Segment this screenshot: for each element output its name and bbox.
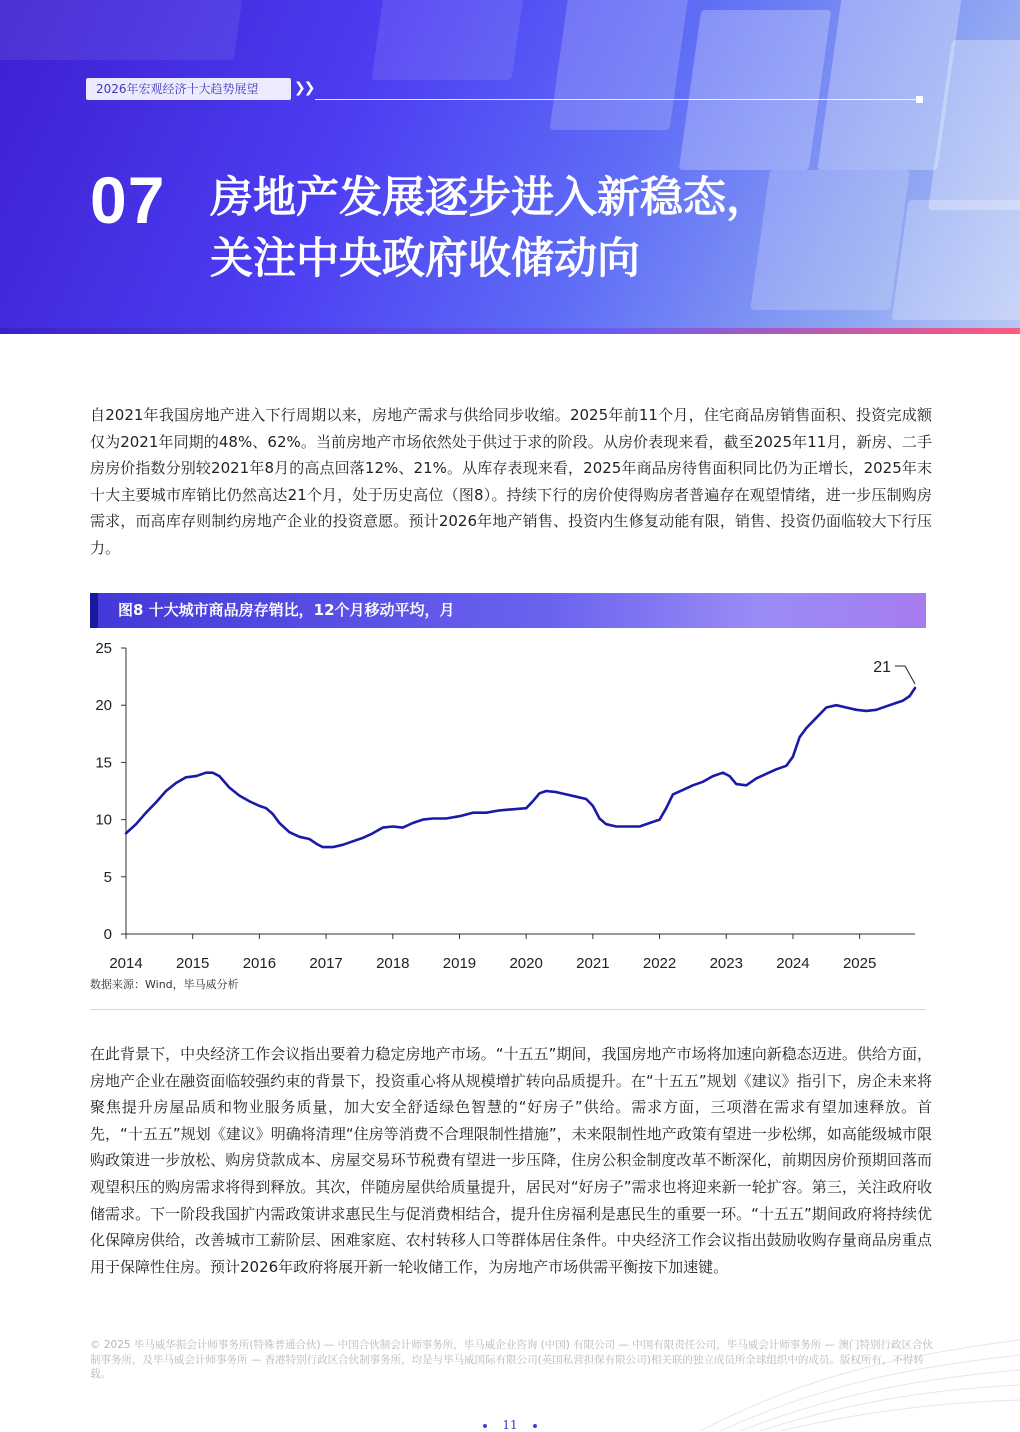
x-tick-label: 2023 [709,955,743,972]
header-rule [315,99,920,100]
y-tick-label: 5 [103,868,112,886]
page-number: 11 [502,1418,518,1432]
annotation-leader [895,666,915,684]
y-tick-label: 0 [103,926,112,943]
figure-title: 图8 十大城市商品房存销比，12个月移动平均，月 [118,601,455,619]
x-tick-label: 2017 [309,955,343,972]
x-tick-label: 2024 [776,955,810,972]
y-tick-label: 20 [95,697,112,715]
section-number: 07 [90,163,166,237]
body-paragraph-2: 在此背景下，中央经济工作会议指出要着力稳定房地产市场。“十五五”期间，我国房地产市场将加速向新稳态迈进。供给方面，房地产企业在融资面临较强约束的背景下，投资重心将从规模增扩转向品质提升。在“十五五”规划《建议》指引下，房企未来将聚焦提升房屋品质和物业服务质量，加大安全舒适绿色智慧的“好房子”供给。需求方面，三项潜在需求有望加速释放。首先，“十五五”规划《建议》明确将清理“住房等消费不合理限制性措施”，未来限制性地产政策有望进一步松绑，如高能级城市限购政策进一步放松、购房贷款成本、房屋交易环节税费有望进一步压降，住房公积金制度改革不断深化，前期因房价预期回落而观望积压的购房需求将得到释放。其次，伴随房屋供给质量提升，居民对“好房子”需求也将迎来新一轮扩容。第三，关注政府收储需求。下一阶段我国扩内需政策讲求惠民生与促消费相结合，提升住房福利是惠民生的重要一环。“十五五”期间政府将持续优化保障房供给，改善城市工薪阶层、困难家庭、农村转移人口等群体居住条件。中央经济工作会议指出鼓励收购存量商品房重点用于保障性住房。预计2026年政府将展开新一轮收储工作，为房地产市场供需平衡按下加速键。 [90,1045,932,1276]
annotation-label: 21 [873,659,891,677]
decorative-tile [679,10,831,170]
decorative-tile [549,0,690,130]
series-line [126,688,915,847]
footer-disclaimer: © 2025 毕马威华振会计师事务所(特殊普通合伙) — 中国合伙制会计师事务所，毕马威企业咨询 (中国) 有限公司 — 中国有限责任公司，毕马威会计师事务所 — 澳门特别行政区合伙制事务所，及毕马威会计师事务所 — 香港特别行政区合伙制事务所，均是与毕马威国际有限公司(英国私营担保有限公司)相关联的独立成员所全球组织中的成员。版权所有，不得转载。 [90,1339,933,1380]
figure-divider [90,1009,926,1010]
inventory-sales-ratio-chart [88,634,928,974]
page-dot-right [533,1424,537,1428]
y-tick-label: 15 [95,754,112,772]
banner-bottom-stripe [0,328,1020,334]
decorative-tile [372,0,529,80]
figure-title-bar [90,593,926,628]
x-tick-label: 2020 [509,955,543,972]
section-title-line-1: 房地产发展逐步进入新稳态， [210,173,769,223]
section-title [210,168,769,290]
decorative-tile [0,0,246,60]
section-title-line-2: 关注中央政府收储动向 [210,234,640,284]
decorative-tile [750,170,910,310]
chevron-right-icon: ❯❯ [294,80,314,96]
figure-title-accent [90,593,98,628]
x-tick-label: 2018 [376,955,410,972]
y-tick-label: 25 [95,640,112,657]
x-tick-label: 2021 [576,955,610,972]
x-tick-label: 2015 [176,955,210,972]
x-tick-label: 2025 [842,955,877,972]
x-tick-label: 2019 [442,955,477,972]
decorative-tile [892,200,1020,320]
figure-source: 数据来源：Wind，毕马威分析 [90,978,239,991]
x-tick-label: 2022 [642,955,677,972]
body-paragraph-1: 自2021年我国房地产进入下行周期以来，房地产需求与供给同步收缩。2025年前11个月，住宅商品房销售面积、投资完成额仅为2021年同期的48%、62%。当前房地产市场依然处于供过于求的阶段。从房价表现来看，截至2025年11月，新房、二手房房价指数分别较2021年8月的高点回落12%、21%。从库存表现来看，2025年商品房待售面积同比仍为正增长，2025年末十大主要城市库销比仍然高达21个月，处于历史高位（图8）。持续下行的房价使得购房者普遍存在观望情绪，进一步压制购房需求，而高库存则制约房地产企业的投资意愿。预计2026年地产销售、投资内生修复动能有限，销售、投资仍面临较大下行压力。 [90,406,932,557]
x-tick-label: 2016 [242,955,277,972]
header-rule-end-dot [916,96,923,103]
page-dot-left [483,1424,487,1428]
y-tick-label: 10 [95,811,112,829]
report-title-tag: 2026年宏观经济十大趋势展望 [86,78,291,100]
header-banner [0,0,1020,334]
x-tick-label: 2014 [109,955,143,972]
